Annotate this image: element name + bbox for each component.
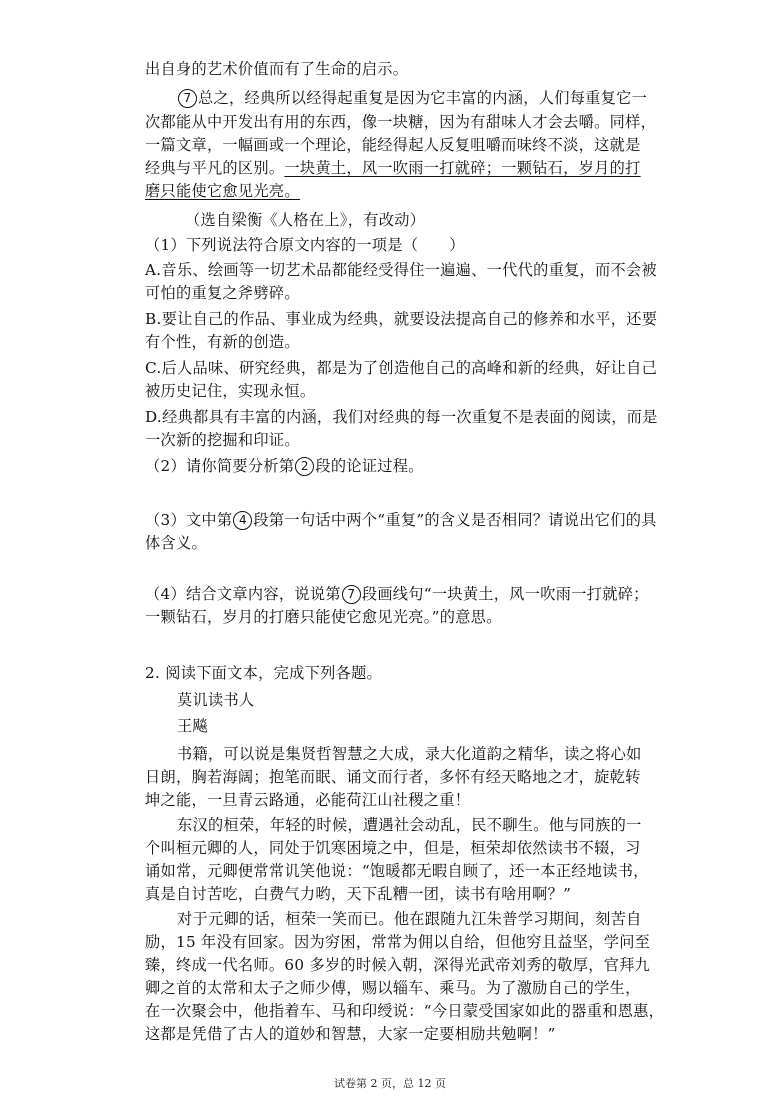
question-2: （2）请你简要分析第 2 段的论证过程。 [145, 457, 424, 475]
passage-2-p3-line-3: 臻，终成一代名师。60 多岁的时候入朝，深得光武帝刘秀的敬厚，官拜九 [145, 956, 651, 974]
passage-2-p1-line-2: 日朗，胸若海阔；抱笔而眠、诵文而行者，多怀有经天略地之才，旋乾转 [145, 768, 641, 786]
source-citation: （选自梁衡《人格在上》，有改动） [185, 211, 426, 229]
passage-2-p2-line-3: 诵如常，元卿便常常讥笑他说：“饱暖都无暇自顾了，还一本正经地读书， [145, 862, 649, 880]
question-3-line-1: （3）文中第 4 段第一句话中两个“重复”的含义是否相同？请说出它们的具 [145, 511, 657, 529]
paragraph-7-line-5 [145, 180, 680, 202]
passage-2-intro: 2. 阅读下面文本，完成下列各题。 [145, 664, 383, 682]
passage-2-p3-line-2: 励，15 年没有回家。因为穷困，常常为佣以自给，但他穷且益坚，学问至 [145, 933, 651, 951]
question-4-line-2: 一颗钻石，岁月的打磨只能使它愈见光亮。”的意思。 [145, 608, 502, 626]
passage-2-p1-line-1: 书籍，可以说是集贤哲智慧之大成，录大化道韵之精华，读之将心如 [177, 745, 642, 763]
passage-2-p2-line-1: 东汉的桓荣，年轻的时候，遭遇社会动乱，民不聊生。他与同族的一 [177, 816, 642, 834]
question-4-line-1: （4）结合文章内容，说说第 7 段画线句“一块黄土，风一吹雨一打就碎； [145, 585, 649, 603]
passage-2-p3-line-1: 对于元卿的话，桓荣一笑而已。他在跟随九江朱普学习期间，刻苦自 [177, 910, 642, 928]
paragraph-number-badge: 4 [233, 511, 252, 530]
paragraph-7-line-2: 次都能从中开发出有用的东西，像一块糖，因为有甜味人才会去嚼。同样， [145, 113, 657, 131]
passage-2-author: 王飚 [177, 717, 208, 735]
paragraph-7-line-1: 7 总之，经典所以经得起重复是因为它丰富的内涵，人们每重复它一 [177, 87, 680, 109]
paragraph-7-line-3: 一篇文章，一幅画或一个理论，能经得起人反复咀嚼而味终不淡，这就是 [145, 136, 641, 154]
passage-2-title: 莫讥读书人 [177, 691, 255, 709]
passage-2-p3-line-4: 卿之首的太常和太子之师少傅，赐以辎车、乘马。为了激励自己的学生， [145, 979, 641, 997]
option-c-line-1: C.后人品味、研究经典，都是为了创造他自己的高峰和新的经典，好让自己 [145, 359, 658, 377]
page-footer: 试卷第 2 页，总 12 页 [334, 1077, 446, 1090]
question-1: （1）下列说法符合原文内容的一项是（ ） [145, 236, 465, 254]
option-c-line-2: 被历史记住，实现永恒。 [145, 382, 316, 400]
passage-2-p2-line-4: 真是自讨苦吃，白费气力哟，天下乱糟一团，读书有啥用啊？” [145, 885, 572, 903]
option-d-line-2: 一次新的挖掘和印证。 [145, 431, 300, 449]
passage-2-p1-line-3: 坤之能，一旦青云路通，必能荷江山社稷之重！ [145, 791, 471, 809]
paragraph-7-line-4: 经典与平凡的区别。一块黄土，风一吹雨一打就碎；一颗钻石，岁月的打 [145, 159, 641, 177]
question-3-line-2: 体含义。 [145, 534, 207, 552]
option-d-line-1: D.经典都具有丰富的内涵，我们对经典的每一次重复不是表面的阅读，而是 [145, 408, 658, 426]
passage-2-p3-line-5: 在一次聚会中，他指着车、马和印绶说：“今日蒙受国家如此的器重和恩惠， [145, 1002, 665, 1020]
paragraph-number-badge: 2 [295, 457, 314, 476]
option-a-line-2: 可怕的重复之斧劈碎。 [145, 284, 300, 302]
paragraph-number-badge: 7 [342, 585, 361, 604]
option-a-line-1: A.音乐、绘画等一切艺术品都能经受得住一遍遍、一代代的重复，而不会被 [145, 261, 657, 279]
option-b-line-2: 有个性，有新的创造。 [145, 333, 300, 351]
underlined-sentence: 一块黄土，风一吹雨一打就碎；一颗钻石，岁月的打 [284, 159, 641, 177]
underlined-sentence-end: 磨只能使它愈见光亮。 [145, 182, 300, 200]
option-b-line-1: B.要让自己的作品、事业成为经典，就要设法提高自己的修养和水平，还要 [145, 310, 658, 328]
passage1-line: 出自身的艺术价值而有了生命的启示。 [145, 60, 409, 78]
passage-2-p2-line-2: 个叫桓元卿的人，同处于饥寒困境之中，但是，桓荣却依然读书不辍，习 [145, 839, 641, 857]
paragraph-number-badge: 7 [178, 89, 197, 108]
passage-2-p3-line-6: 这都是凭借了古人的道妙和智慧，大家一定要相励共勉啊！” [145, 1025, 556, 1043]
